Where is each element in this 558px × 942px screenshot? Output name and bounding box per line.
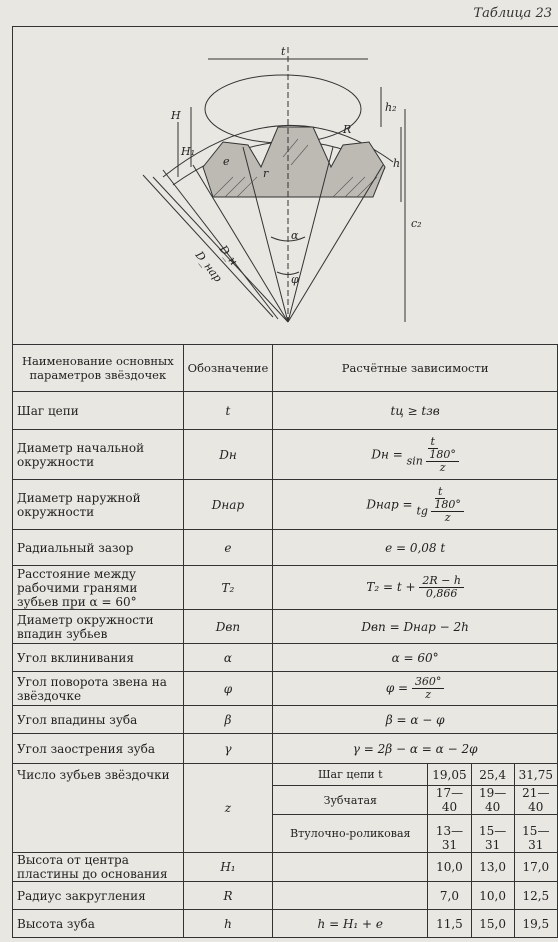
row-formula: tц ≥ tзв <box>273 392 558 430</box>
row-value: 13,0 <box>471 853 514 882</box>
fraction-numerator: t <box>435 486 445 499</box>
label-Dn: D_н <box>216 242 241 268</box>
row-value: 15,0 <box>471 910 514 938</box>
inner-fraction <box>431 499 464 524</box>
row-name: Диаметр окружности впадин зубьев <box>13 610 184 644</box>
row-value: 12,5 <box>514 882 557 910</box>
teeth-range: 15—31 <box>514 815 557 853</box>
row-formula <box>273 672 558 706</box>
row-name: Радиус закругления <box>13 882 184 910</box>
label-R: R <box>343 123 352 136</box>
table-row <box>13 610 558 644</box>
formula-lhs: T₂ = t + <box>366 580 416 594</box>
row-name: Угол поворота звена на звёздочке <box>13 672 184 706</box>
row-name: Угол заострения зуба <box>13 734 184 764</box>
header-name: Наименование основных параметров звёздочек <box>13 345 184 392</box>
label-c2: c₂ <box>411 217 422 230</box>
trig-func: sin <box>406 454 423 467</box>
fraction-numerator: 2R − h <box>419 575 464 588</box>
inner-fraction <box>426 449 459 474</box>
row-symbol: R <box>183 882 273 910</box>
pitch-value: 31,75 <box>514 764 557 786</box>
row-formula: h = H₁ + e <box>273 910 428 938</box>
formula-fraction <box>407 436 459 474</box>
table-row <box>13 882 558 910</box>
row-value: 11,5 <box>428 910 471 938</box>
row-symbol: T₂ <box>183 566 273 610</box>
label-r: r <box>263 167 269 180</box>
row-symbol: φ <box>183 672 273 706</box>
row-name: Расстояние между рабочими гранями зубьев при α = 60° <box>13 566 184 610</box>
row-name: Диаметр наружной окружности <box>13 480 184 530</box>
formula-fraction <box>419 575 464 600</box>
row-value: 10,0 <box>471 882 514 910</box>
table-row <box>13 480 558 530</box>
row-symbol: β <box>183 706 273 734</box>
row-symbol: α <box>183 644 273 672</box>
label-H: H <box>171 109 181 122</box>
row-formula <box>273 882 428 910</box>
row-formula <box>273 480 558 530</box>
row-symbol: e <box>183 530 273 566</box>
table-row <box>13 734 558 764</box>
pitch-value: 25,4 <box>471 764 514 786</box>
label-H1: H₁ <box>181 145 196 158</box>
fraction-denominator <box>416 499 463 524</box>
table-row <box>13 706 558 734</box>
table-row <box>13 530 558 566</box>
label-Dnar: D_нар <box>192 248 225 285</box>
table-caption: Таблица 23 <box>473 6 552 21</box>
row-formula <box>273 853 428 882</box>
row-name: Высота от центра пластины до основания <box>13 853 184 882</box>
pitch-label: Шаг цепи t <box>273 764 428 786</box>
row-formula <box>273 566 558 610</box>
formula-lhs: Dнар = <box>366 497 413 511</box>
teeth-range: 21—40 <box>514 786 557 815</box>
row-value: 19,5 <box>514 910 557 938</box>
teeth-range: 17—40 <box>428 786 471 815</box>
row-formula: e = 0,08 t <box>273 530 558 566</box>
row-value: 7,0 <box>428 882 471 910</box>
label-e: e <box>223 155 230 168</box>
row-name: Шаг цепи <box>13 392 184 430</box>
row-formula: γ = 2β − α = α − 2φ <box>273 734 558 764</box>
sprocket-figure <box>12 26 558 345</box>
row-symbol: h <box>183 910 273 938</box>
row-name: Радиальный зазор <box>13 530 184 566</box>
row-value: 17,0 <box>514 853 557 882</box>
formula-fraction <box>412 676 445 701</box>
label-alpha: α <box>291 229 299 242</box>
label-h2: h₂ <box>385 101 397 114</box>
table-row <box>13 672 558 706</box>
inner-numerator: 180° <box>426 449 459 462</box>
inner-denominator: z <box>439 460 446 474</box>
row-name: Угол впадины зуба <box>13 706 184 734</box>
row-symbol: t <box>183 392 273 430</box>
formula-lhs: φ = <box>385 681 409 695</box>
teeth-range: 19—40 <box>471 786 514 815</box>
row-symbol: γ <box>183 734 273 764</box>
table-row <box>13 392 558 430</box>
row-value: 10,0 <box>428 853 471 882</box>
row-formula <box>273 430 558 480</box>
row-name: Высота зуба <box>13 910 184 938</box>
fraction-numerator: t <box>428 436 438 449</box>
table-row <box>13 644 558 672</box>
header-row <box>13 345 558 392</box>
row-name: Диаметр начальной окружности <box>13 430 184 480</box>
label-t: t <box>281 45 286 58</box>
teeth-symbol: z <box>183 764 273 853</box>
row-formula: β = α − φ <box>273 706 558 734</box>
fraction-denominator: z <box>425 688 432 701</box>
label-phi: φ <box>291 273 299 286</box>
row-formula: Dвп = Dнар − 2h <box>273 610 558 644</box>
inner-numerator: 180° <box>431 499 464 512</box>
parameters-table <box>12 344 558 938</box>
teeth-range: 13—31 <box>428 815 471 853</box>
formula-fraction <box>416 486 463 524</box>
row-symbol: Dнар <box>183 480 273 530</box>
fraction-denominator <box>407 449 459 474</box>
table-row <box>13 853 558 882</box>
trig-func: tg <box>416 504 428 517</box>
row-name: Угол вклинивания <box>13 644 184 672</box>
chain-type-label: Зубчатая <box>273 786 428 815</box>
chain-type-label: Втулочно-роликовая <box>273 815 428 853</box>
table-row <box>13 566 558 610</box>
teeth-name: Число зубьев звёздочки <box>13 764 184 853</box>
table-row <box>13 910 558 938</box>
row-formula: α = 60° <box>273 644 558 672</box>
table-row <box>13 430 558 480</box>
fraction-denominator: 0,866 <box>425 587 458 600</box>
fraction-numerator: 360° <box>412 676 445 689</box>
teeth-row-pitch <box>13 764 558 786</box>
row-symbol: Dн <box>183 430 273 480</box>
inner-denominator: z <box>444 510 451 524</box>
header-symbol: Обозначение <box>183 345 273 392</box>
row-symbol: Dвп <box>183 610 273 644</box>
pitch-value: 19,05 <box>428 764 471 786</box>
header-formula: Расчётные зависимости <box>273 345 558 392</box>
row-symbol: H₁ <box>183 853 273 882</box>
label-h: h <box>393 157 401 170</box>
formula-lhs: Dн = <box>371 447 403 461</box>
teeth-range: 15—31 <box>471 815 514 853</box>
sprocket-diagram <box>13 27 558 345</box>
